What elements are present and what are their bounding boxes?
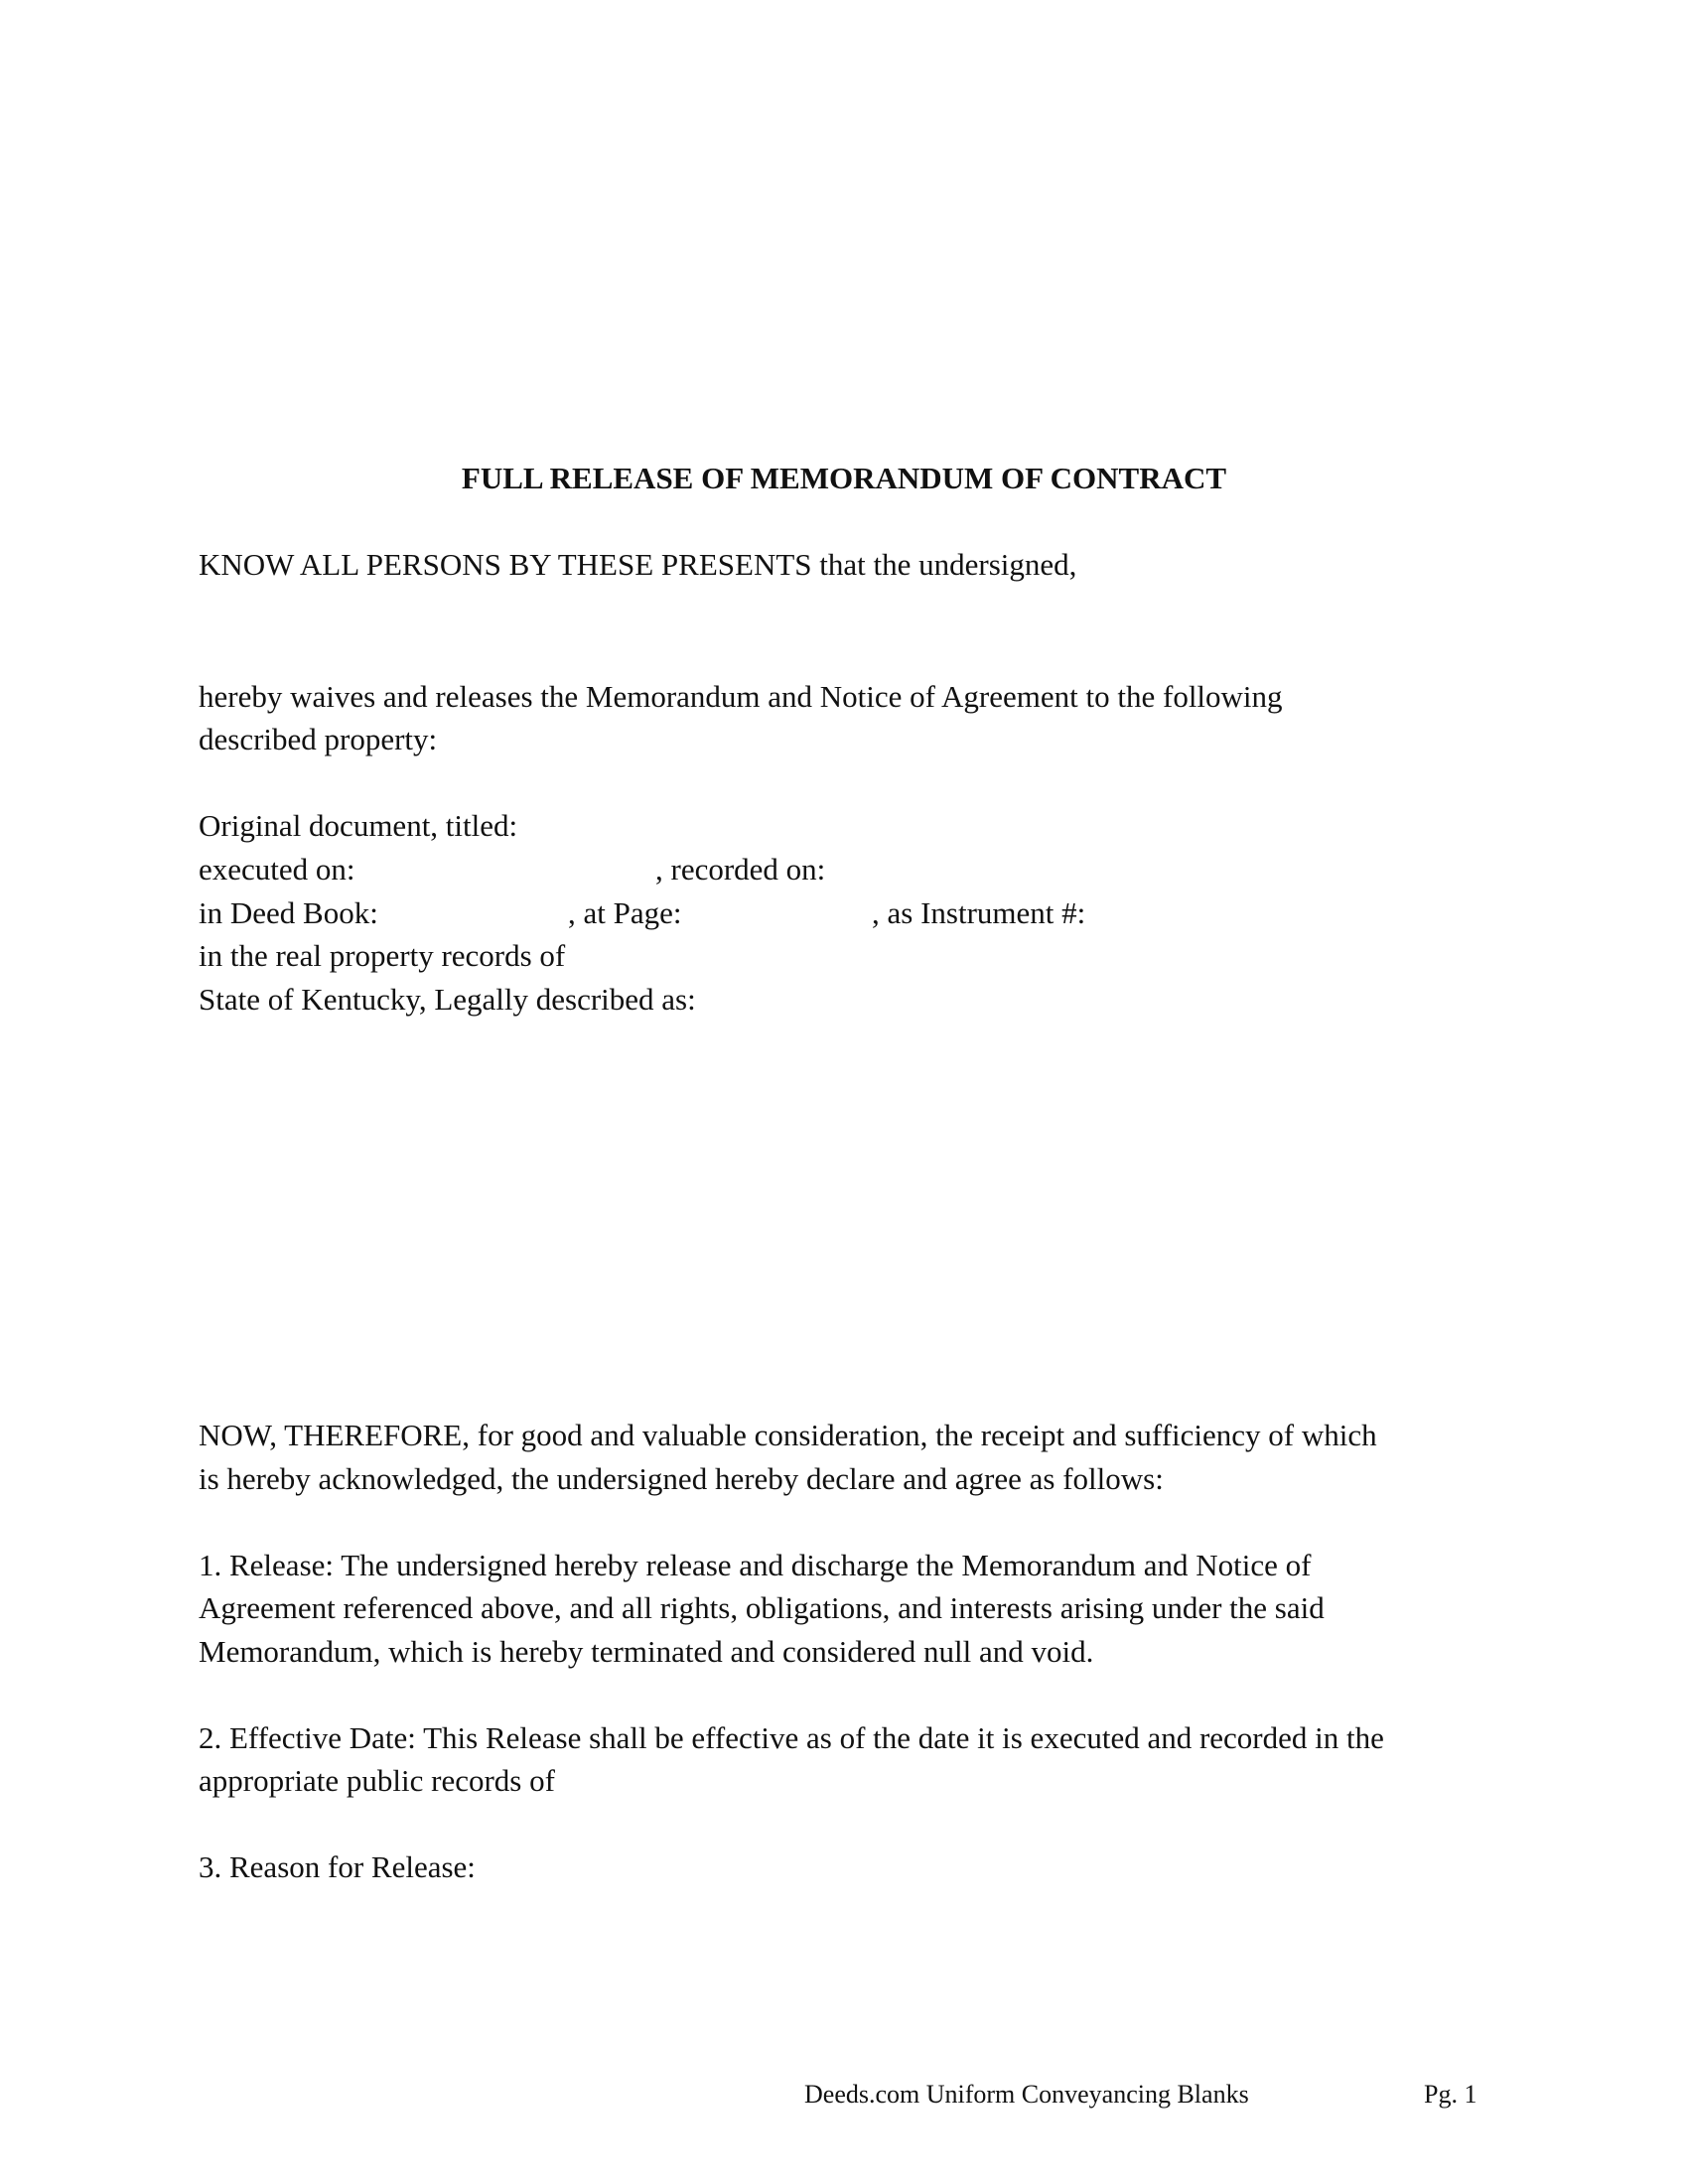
at-page-label: , at Page: <box>568 895 682 930</box>
waiver-line-2: described property: <box>199 722 438 756</box>
footer-page-number: Pg. 1 <box>1424 2080 1477 2109</box>
deed-book-label: in Deed Book: <box>199 895 378 930</box>
footer-source: Deeds.com Uniform Conveyancing Blanks <box>804 2080 1249 2109</box>
release-line-2: Agreement referenced above, and all rights, obligations, and interests arising under the said <box>199 1590 1325 1625</box>
release-line-3: Memorandum, which is hereby terminated and considered null and void. <box>199 1634 1094 1669</box>
legal-description-label: State of Kentucky, Legally described as: <box>199 982 696 1017</box>
effective-line-1: 2. Effective Date: This Release shall be effective as of the date it is executed and recorded in the <box>199 1720 1384 1755</box>
intro-text: KNOW ALL PERSONS BY THESE PRESENTS that the undersigned, <box>199 547 1077 582</box>
therefore-line-1: NOW, THEREFORE, for good and valuable consideration, the receipt and sufficiency of which <box>199 1418 1377 1452</box>
therefore-line-2: is hereby acknowledged, the undersigned hereby declare and agree as follows: <box>199 1461 1164 1496</box>
original-titled-label: Original document, titled: <box>199 808 518 843</box>
reason-label: 3. Reason for Release: <box>199 1849 476 1884</box>
document-title: FULL RELEASE OF MEMORANDUM OF CONTRACT <box>461 461 1227 495</box>
executed-on-label: executed on: <box>199 852 355 887</box>
instrument-label: , as Instrument #: <box>872 895 1086 930</box>
records-of-label: in the real property records of <box>199 938 566 973</box>
recorded-on-label: , recorded on: <box>655 852 826 887</box>
waiver-line-1: hereby waives and releases the Memorandum and Notice of Agreement to the following <box>199 679 1283 714</box>
release-line-1: 1. Release: The undersigned hereby release and discharge the Memorandum and Notice of <box>199 1548 1312 1582</box>
effective-line-2: appropriate public records of <box>199 1763 555 1798</box>
